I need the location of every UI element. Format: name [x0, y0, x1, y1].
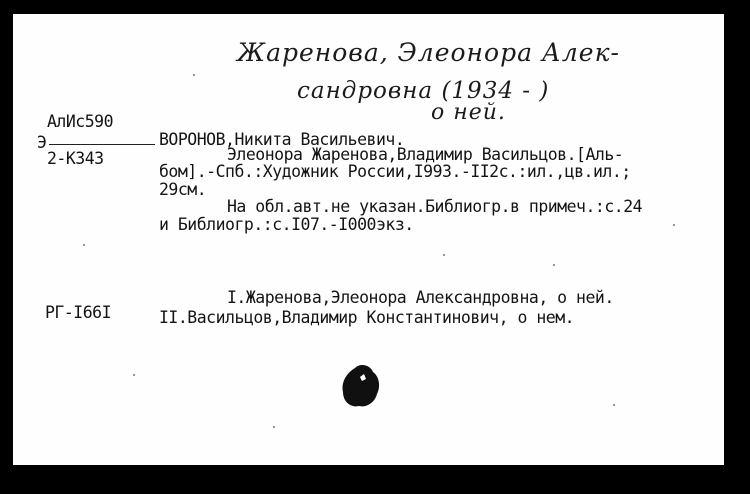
tracing-line-1: I.Жаренова,Элеонора Александровна, о ней. [227, 288, 614, 307]
punch-hole-blot [339, 362, 383, 412]
shelf-mark-2: 2-К343 [47, 149, 104, 168]
author-heading: ВОРОНОВ,Никита Васильевич. [159, 130, 405, 149]
title-line-2: бом].-Спб.:Художник России,I993.-II2с.:ил.,цв.ил.; [159, 162, 631, 181]
catalog-card [13, 14, 724, 465]
scan-speck [673, 224, 675, 226]
classification-mark: Э [37, 133, 47, 152]
title-line-1: Элеонора Жаренова,Владимир Васильцов.[Аль- [227, 145, 624, 164]
scan-speck [443, 254, 445, 256]
scan-speck [553, 264, 555, 266]
handwritten-name-line1: Жаренова, Элеонора Алек- [237, 38, 620, 67]
shelf-mark-1: АлИс590 [47, 112, 114, 131]
scan-speck [273, 426, 275, 428]
call-number-divider [49, 144, 155, 145]
scan-speck [613, 404, 615, 406]
tracing-line-2: II.Васильцов,Владимир Константинович, о нем. [159, 308, 575, 327]
note-line-2: и Библиогр.:с.I07.-I000экз. [159, 215, 414, 234]
note-line-1: На обл.авт.не указан.Библиогр.в примеч.:с.24 [227, 197, 643, 216]
handwritten-about-her: о ней. [431, 100, 506, 125]
physical-size: 29см. [159, 180, 207, 199]
handwritten-name-line2: сандровна (1934 - ) [297, 78, 550, 104]
scan-speck [193, 74, 195, 76]
scan-speck [133, 374, 135, 376]
scan-speck [83, 244, 85, 246]
accession-number: РГ-I66I [45, 303, 112, 322]
